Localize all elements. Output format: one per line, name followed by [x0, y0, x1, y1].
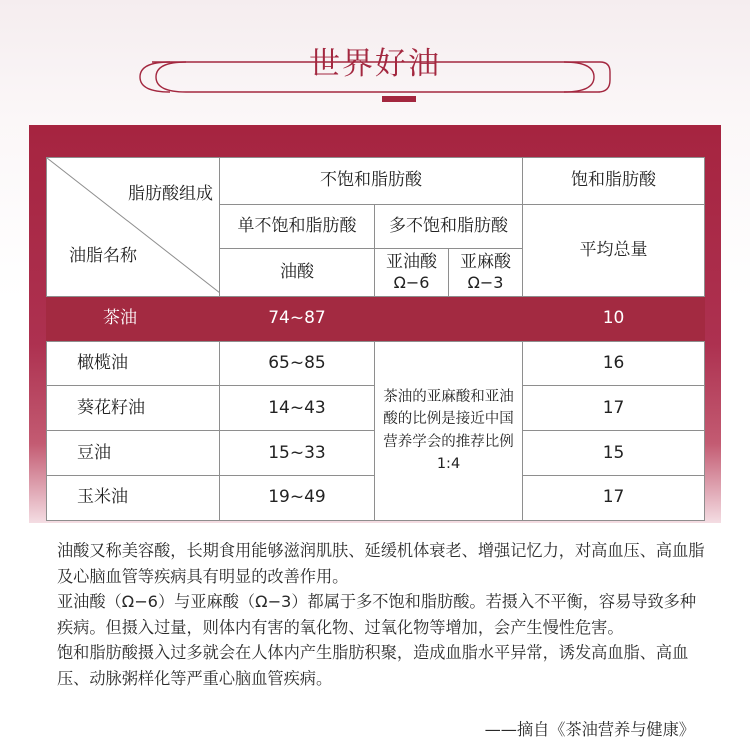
poly-blank: [375, 296, 523, 341]
ratio-note: 茶油的亚麻酸和亚油酸的比例是接近中国营养学会的推荐比例1:4: [375, 341, 523, 520]
omega-paragraph: 亚油酸（Ω−6）与亚麻酸（Ω−3）都属于多不饱和脂肪酸。若摄入不平衡，容易导致多种疾病。但摄入过量，则体内有害的氧化物、过氧化物等增加，会产生慢性危害。: [57, 592, 697, 637]
oleic-value: 74~87: [220, 296, 375, 341]
saturated-header: 饱和脂肪酸: [523, 158, 705, 205]
poly-unsaturated-header: 多不饱和脂肪酸: [375, 204, 523, 248]
oil-name: 豆油: [47, 431, 220, 476]
saturated-value: 10: [523, 296, 705, 341]
oleic-value: 15~33: [220, 431, 375, 476]
oil-composition-table: [46, 157, 705, 521]
corner-fatty-acid-label: 脂肪酸组成: [128, 184, 213, 204]
oleic-paragraph: 油酸又称美容酸，长期食用能够滋润肌肤、延缓机体衰老、增强记忆力，对高血压、高血脂及心脑血管等疾病具有明显的改善作用。: [57, 541, 705, 586]
title-banner: [0, 0, 750, 120]
mono-unsaturated-header: 单不饱和脂肪酸: [220, 204, 375, 248]
unsaturated-header: 不饱和脂肪酸: [220, 158, 523, 205]
linolenic-header: 亚麻酸 Ω−3: [449, 248, 523, 296]
corner-diagonal: [47, 158, 220, 293]
saturated-value: 17: [523, 476, 705, 521]
oleic-value: 14~43: [220, 386, 375, 431]
oil-name: 橄榄油: [47, 341, 220, 386]
page-title: 世界好油: [309, 46, 441, 82]
average-total-header: 平均总量: [523, 204, 705, 296]
oleic-value: 19~49: [220, 476, 375, 521]
oil-name: 葵花籽油: [47, 386, 220, 431]
saturated-value: 15: [523, 431, 705, 476]
explanation-text: [57, 538, 707, 691]
linoleic-header: 亚油酸 Ω−6: [375, 248, 449, 296]
corner-header-cell: [47, 158, 220, 297]
oil-name: 玉米油: [47, 476, 220, 521]
corner-oil-name-label: 油脂名称: [69, 246, 137, 267]
saturated-value: 16: [523, 341, 705, 386]
title-underline: [382, 96, 416, 102]
saturated-value: 17: [523, 386, 705, 431]
oleic-header: 油酸: [220, 248, 375, 296]
saturated-paragraph: 饱和脂肪酸摄入过多就会在人体内产生脂肪积聚，造成血脂水平异常，诱发高血脂、高血压、动脉粥样化等严重心脑血管疾病。: [57, 643, 689, 688]
source-citation: ——摘自《茶油营养与健康》: [484, 720, 695, 739]
header-row: [47, 158, 705, 205]
table-row-tea-oil: [47, 296, 705, 341]
oil-name: 茶油: [47, 296, 220, 341]
table-row: [47, 341, 705, 386]
oleic-value: 65~85: [220, 341, 375, 386]
